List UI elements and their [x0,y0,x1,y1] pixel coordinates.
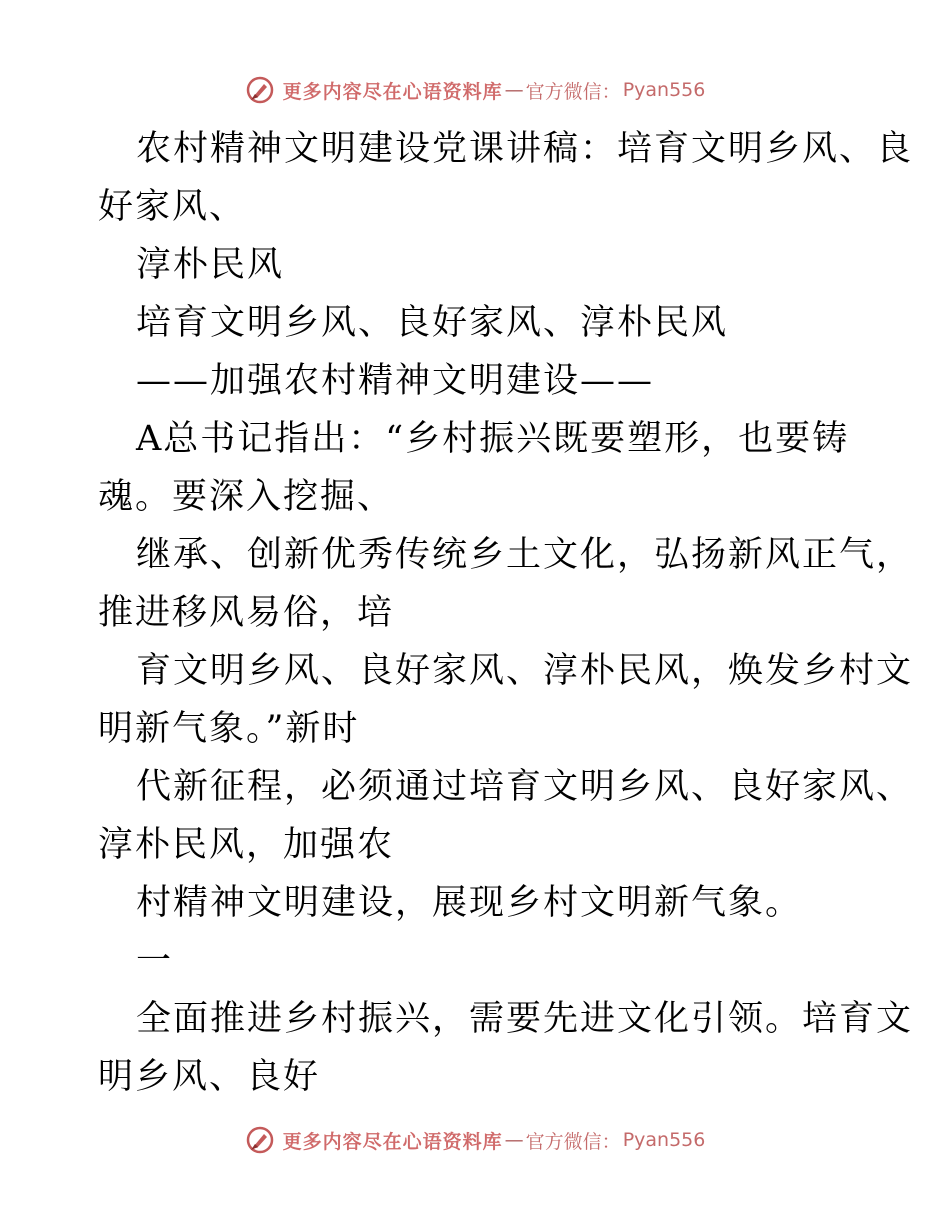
footer-account: Pyan556 [622,1129,706,1151]
body-line: 明新气象。”新时 [98,709,360,749]
body-line: 好家风、 [98,187,247,227]
document-body [98,120,914,1106]
header-account: Pyan556 [622,79,706,101]
body-line: 全面推进乡村振兴，需要先进文化引领。培育文 [136,999,914,1039]
body-line: 农村精神文明建设党课讲稿：培育文明乡风、良 [136,129,914,169]
body-line: 淳朴民风，加强农 [98,825,395,865]
footer-separator: — [504,1129,524,1151]
pen-logo-icon [245,75,275,105]
body-line: 育文明乡风、良好家风、淳朴民风，焕发乡村文 [136,651,914,691]
footer-brand: 更多内容尽在心语资料库 [282,1130,503,1153]
header-banner [0,72,950,108]
body-line: ——加强农村精神文明建设—— [136,361,655,401]
body-line: A总书记指出：“乡村振兴既要塑形，也要铸 [136,419,850,459]
body-line: 培育文明乡风、良好家风、淳朴民风 [136,303,729,343]
footer-wechat-label: 官方微信： [525,1130,621,1153]
body-line: 魂。要深入挖掘、 [98,477,395,517]
pen-logo-icon [245,1125,275,1155]
body-line: 一 [136,941,174,981]
body-line: 继承、创新优秀传统乡土文化，弘扬新风正气， [136,535,914,575]
body-line: 推进移风易俗，培 [98,593,395,633]
header-wechat-label: 官方微信： [525,80,621,103]
header-separator: — [504,79,524,101]
footer-banner [0,1122,950,1158]
body-line: 明乡风、良好 [98,1057,321,1097]
body-line: 淳朴民风 [136,245,285,285]
body-line: 村精神文明建设，展现乡村文明新气象。 [136,883,803,923]
body-line: 代新征程，必须通过培育文明乡风、良好家风、 [136,767,914,807]
header-brand: 更多内容尽在心语资料库 [282,80,503,103]
